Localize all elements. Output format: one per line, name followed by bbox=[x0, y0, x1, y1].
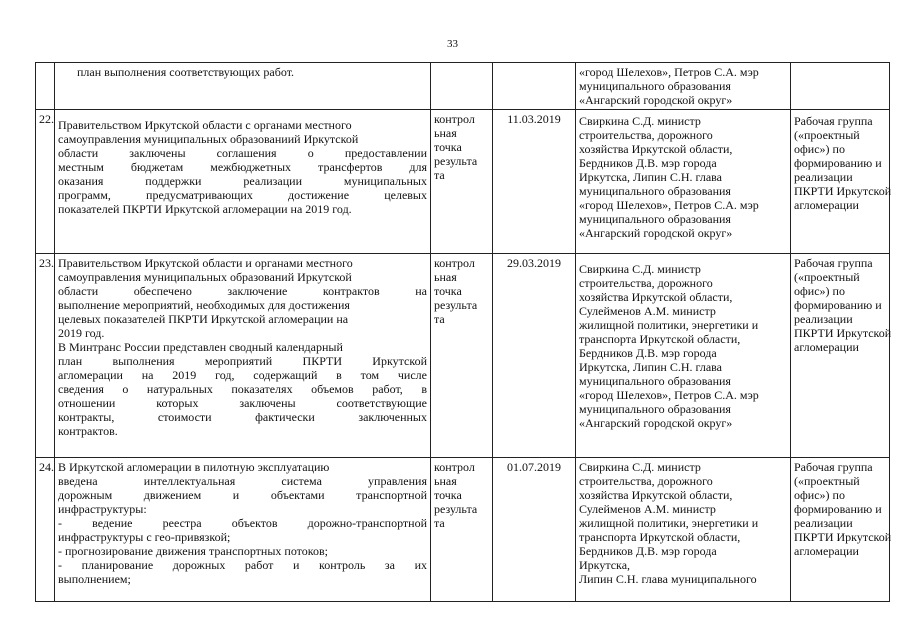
description-line: самоуправления муниципальных образованиий Иркутской bbox=[58, 132, 359, 146]
description-line: целевых показателей ПКРТИ Иркутской агломерации на bbox=[58, 312, 349, 326]
group-line: формированию и bbox=[794, 156, 882, 170]
responsible-persons bbox=[576, 110, 791, 254]
responsible-line: Бердников Д.В. мэр города bbox=[579, 156, 717, 170]
responsible-line: транспорта Иркутской области, bbox=[579, 530, 741, 544]
group-line: офис») по bbox=[794, 284, 845, 298]
responsible-line: «город Шелехов», Петров С.А. мэр bbox=[579, 65, 759, 79]
description-line: местным бюджетам межбюджетных трансфертов для bbox=[58, 160, 427, 174]
working-group bbox=[791, 110, 890, 254]
table-row bbox=[36, 63, 890, 110]
type-line: та bbox=[434, 168, 445, 182]
responsible-line: Липин С.Н. глава муниципального bbox=[579, 572, 757, 586]
group-line: агломерации bbox=[794, 544, 859, 558]
description-line: области заключены соглашения о предоставлении bbox=[58, 146, 427, 160]
event-date bbox=[493, 63, 576, 110]
responsible-line: Свиркина С.Д. министр bbox=[579, 114, 701, 128]
description-line: самоуправления муниципальных образований Иркутской bbox=[58, 270, 352, 284]
responsible-line: хозяйства Иркутской области, bbox=[579, 488, 733, 502]
description-line: - планирование дорожных работ и контроль за их bbox=[58, 558, 427, 572]
responsible-line: муниципального образования bbox=[579, 402, 731, 416]
type-line: результа bbox=[434, 298, 478, 312]
row-number: 23. bbox=[36, 254, 55, 458]
responsible-line: «Ангарский городской округ» bbox=[579, 226, 733, 240]
responsible-line: Бердников Д.В. мэр города bbox=[579, 544, 717, 558]
type-line: точка bbox=[434, 488, 462, 502]
description-line: инфраструктуры с гео-привязкой; bbox=[58, 530, 231, 544]
description-line: план выполнения мероприятий ПКРТИ Иркутской bbox=[58, 354, 427, 368]
responsible-line: «город Шелехов», Петров С.А. мэр bbox=[579, 198, 759, 212]
responsible-line: муниципального образования bbox=[579, 184, 731, 198]
row-number bbox=[36, 63, 55, 110]
responsible-line: Иркутска, bbox=[579, 558, 631, 572]
responsible-line: муниципального образования bbox=[579, 374, 731, 388]
group-line: Рабочая группа bbox=[794, 460, 873, 474]
responsible-line: «Ангарский городской округ» bbox=[579, 416, 733, 430]
events-table bbox=[35, 62, 890, 602]
event-type bbox=[431, 254, 493, 458]
type-line: точка bbox=[434, 284, 462, 298]
group-line: ПКРТИ Иркутской bbox=[794, 184, 892, 198]
description-line: план выполнения соответствующих работ. bbox=[77, 65, 295, 79]
working-group bbox=[791, 254, 890, 458]
responsible-line: строительства, дорожного bbox=[579, 276, 713, 290]
group-line: формированию и bbox=[794, 298, 882, 312]
type-line: точка bbox=[434, 140, 462, 154]
group-line: агломерации bbox=[794, 340, 859, 354]
event-date: 11.03.2019 bbox=[493, 110, 576, 254]
description-line: сведения о натуральных показателях объемов работ, в bbox=[58, 382, 427, 396]
description-line: показателей ПКРТИ Иркутской агломерации на 2019 год. bbox=[58, 202, 352, 216]
responsible-line: Иркутска, Липин С.Н. глава bbox=[579, 170, 722, 184]
group-line: формированию и bbox=[794, 502, 882, 516]
table-row bbox=[36, 110, 890, 254]
description-line: Правительством Иркутской области и органами местного bbox=[58, 256, 353, 270]
responsible-line: строительства, дорожного bbox=[579, 474, 713, 488]
responsible-persons bbox=[576, 63, 791, 110]
event-description bbox=[55, 254, 431, 458]
description-line: оказания поддержки реализации муниципальных bbox=[58, 174, 427, 188]
description-line: агломерации на 2019 год, содержащий в том числе bbox=[58, 368, 427, 382]
event-description bbox=[55, 110, 431, 254]
table-row bbox=[36, 254, 890, 458]
responsible-line: муниципального образования bbox=[579, 212, 731, 226]
group-line: реализации bbox=[794, 312, 853, 326]
type-line: ьная bbox=[434, 126, 457, 140]
event-type bbox=[431, 110, 493, 254]
group-line: реализации bbox=[794, 516, 853, 530]
group-line: Рабочая группа bbox=[794, 114, 873, 128]
event-date: 01.07.2019 bbox=[493, 458, 576, 602]
responsible-line: жилищной политики, энергетики и bbox=[579, 516, 759, 530]
group-line: ПКРТИ Иркутской bbox=[794, 326, 892, 340]
type-line: контрол bbox=[434, 460, 475, 474]
responsible-line: транспорта Иркутской области, bbox=[579, 332, 741, 346]
type-line: ьная bbox=[434, 474, 457, 488]
description-line: отношении которых заключены соответствующие bbox=[58, 396, 427, 410]
description-line: - прогнозирование движения транспортных потоков; bbox=[58, 544, 328, 558]
responsible-persons bbox=[576, 254, 791, 458]
responsible-line: хозяйства Иркутской области, bbox=[579, 142, 733, 156]
group-line: Рабочая группа bbox=[794, 256, 873, 270]
event-type bbox=[431, 63, 493, 110]
description-line: программ, предусматривающих достижение целевых bbox=[58, 188, 427, 202]
responsible-line: «Ангарский городской округ» bbox=[579, 93, 733, 107]
description-line: В Иркутской агломерации в пилотную эксплуатацию bbox=[58, 460, 330, 474]
responsible-line: строительства, дорожного bbox=[579, 128, 713, 142]
responsible-line: жилищной политики, энергетики и bbox=[579, 318, 759, 332]
responsible-line: Свиркина С.Д. министр bbox=[579, 262, 701, 276]
group-line: ПКРТИ Иркутской bbox=[794, 530, 892, 544]
type-line: результа bbox=[434, 502, 478, 516]
event-description bbox=[55, 458, 431, 602]
description-line: инфраструктуры: bbox=[58, 502, 147, 516]
responsible-line: муниципального образования bbox=[579, 79, 731, 93]
description-line: - ведение реестра объектов дорожно-транспортной bbox=[58, 516, 427, 530]
description-line: дорожным движением и объектами транспортной bbox=[58, 488, 427, 502]
type-line: контрол bbox=[434, 256, 475, 270]
working-group bbox=[791, 63, 890, 110]
type-line: контрол bbox=[434, 112, 475, 126]
responsible-line: Иркутска, Липин С.Н. глава bbox=[579, 360, 722, 374]
type-line: та bbox=[434, 312, 445, 326]
responsible-line: хозяйства Иркутской области, bbox=[579, 290, 733, 304]
type-line: результа bbox=[434, 154, 478, 168]
table-row bbox=[36, 458, 890, 602]
responsible-line: Свиркина С.Д. министр bbox=[579, 460, 701, 474]
page-number: 33 bbox=[447, 38, 458, 50]
description-line: выполнение мероприятий, необходимых для достижения bbox=[58, 298, 350, 312]
responsible-line: Сулейменов А.М. министр bbox=[579, 304, 716, 318]
responsible-persons bbox=[576, 458, 791, 602]
group-line: агломерации bbox=[794, 198, 859, 212]
group-line: офис») по bbox=[794, 142, 845, 156]
group-line: («проектный bbox=[794, 128, 860, 142]
description-line: В Минтранс России представлен сводный календарный bbox=[58, 340, 343, 354]
working-group bbox=[791, 458, 890, 602]
row-number: 24. bbox=[36, 458, 55, 602]
description-line: контрактов. bbox=[58, 424, 118, 438]
description-line: 2019 год. bbox=[58, 326, 105, 340]
description-line: Правительством Иркутской области с органами местного bbox=[58, 118, 352, 132]
description-line: области обеспечено заключение контрактов на bbox=[58, 284, 427, 298]
group-line: («проектный bbox=[794, 474, 860, 488]
responsible-line: «город Шелехов», Петров С.А. мэр bbox=[579, 388, 759, 402]
event-type bbox=[431, 458, 493, 602]
description-line: введена интеллектуальная система управления bbox=[58, 474, 427, 488]
description-line: выполнением; bbox=[58, 572, 131, 586]
event-date: 29.03.2019 bbox=[493, 254, 576, 458]
type-line: та bbox=[434, 516, 445, 530]
row-number: 22. bbox=[36, 110, 55, 254]
description-line: контракты, стоимости фактически заключенных bbox=[58, 410, 427, 424]
event-description bbox=[55, 63, 431, 110]
responsible-line: Сулейменов А.М. министр bbox=[579, 502, 716, 516]
group-line: («проектный bbox=[794, 270, 860, 284]
type-line: ьная bbox=[434, 270, 457, 284]
responsible-line: Бердников Д.В. мэр города bbox=[579, 346, 717, 360]
group-line: офис») по bbox=[794, 488, 845, 502]
group-line: реализации bbox=[794, 170, 853, 184]
